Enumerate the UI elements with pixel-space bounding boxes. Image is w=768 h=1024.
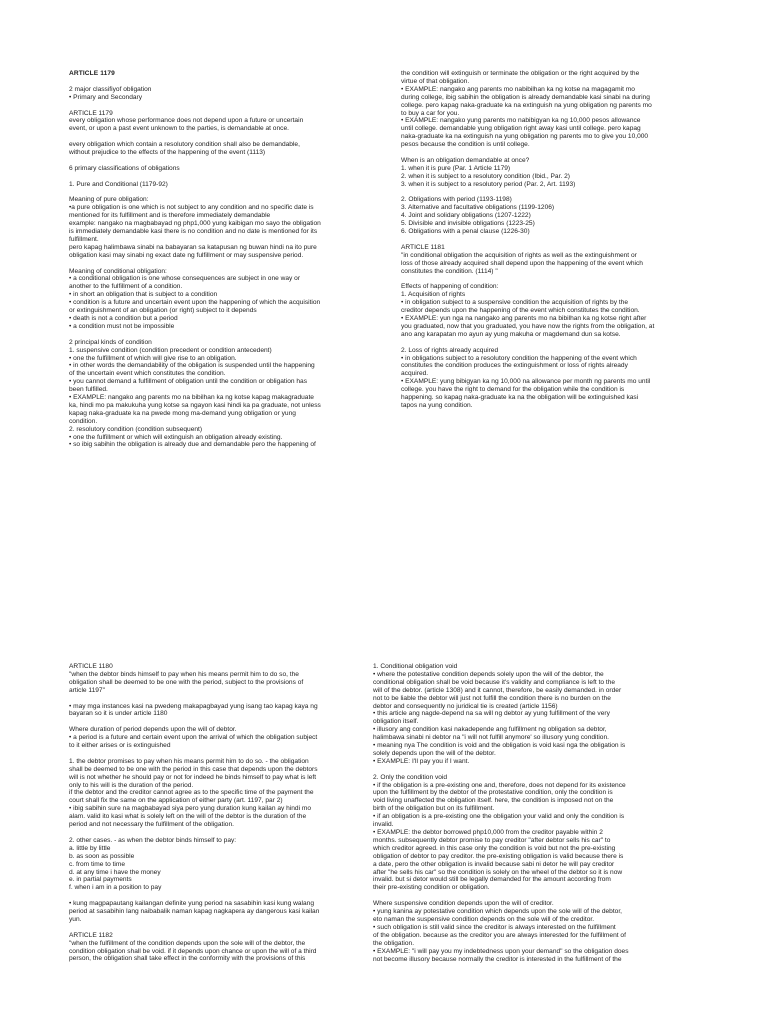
text-block bbox=[69, 196, 369, 259]
text-line: Where suspensive condition depends upon the will of creditor. bbox=[373, 900, 554, 908]
text-line: conditional obligation shall be void because it's validity and compliance is left to the bbox=[373, 678, 616, 686]
text-line: • in obligations subject to a resolutory condition the happening of the event which bbox=[401, 354, 637, 362]
text-line: • death is not a condition but a period bbox=[69, 314, 178, 322]
text-line: bayaran so it is under article 1180 bbox=[69, 710, 168, 718]
text-line: loss of those already acquired shall depend upon the happening of the event which bbox=[401, 259, 643, 267]
text-line: yun. bbox=[69, 915, 82, 923]
text-block bbox=[69, 932, 369, 964]
text-line: creditor depends upon the happening of the event which constitutes the condition. bbox=[401, 307, 640, 315]
text-line: 1. when it is pure (Par. 1 Article 1179) bbox=[401, 164, 511, 172]
text-line: • condition is a future and uncertain event upon the happening of which the acquisition bbox=[69, 299, 321, 307]
text-line: • where the potestative condition depends solely upon the will of the debtor, the bbox=[373, 670, 604, 678]
text-line: of the uncertain event which constitutes the condition. bbox=[69, 370, 226, 378]
text-line: tapos na yung condition. bbox=[401, 401, 473, 409]
text-line: f. when i am in a position to pay bbox=[69, 884, 162, 892]
text-line: naka-graduate ka na extinguish na yung obligation ng parents mo to give you 10,000 bbox=[401, 133, 649, 141]
text-line: article 1197" bbox=[69, 686, 105, 694]
text-block bbox=[69, 70, 369, 78]
text-line: condition. bbox=[69, 417, 98, 425]
text-line: 2. Only the condition void bbox=[373, 773, 448, 781]
text-line: c. from time to time bbox=[69, 860, 126, 868]
text-line: the condition will extinguish or terminate the obligation or the right acquired by the bbox=[401, 70, 640, 77]
text-line: 1. the debtor promises to pay when his means permit him to do so. - the obligation bbox=[69, 757, 309, 765]
text-line: event, or upon a past event unknown to the parties, is demandable at once. bbox=[69, 125, 289, 133]
text-line: 1. Pure and Conditional (1179-92) bbox=[69, 180, 168, 188]
text-line: to it either arises or is extinguished bbox=[69, 742, 171, 750]
column-bottom-left bbox=[69, 663, 369, 963]
text-line: if the debtor and the creditor cannot agree as to the specific time of the payment the bbox=[69, 789, 314, 797]
text-line: 2. other cases. - as when the debtor binds himself to pay: bbox=[69, 836, 237, 844]
text-line: •a pure obligation is one which is not subject to any condition and no specific date is bbox=[69, 204, 314, 212]
text-line: • this article ang nagde-depend na sa will ng debtor ay yung fulfillment of the very bbox=[373, 710, 610, 718]
text-line: • a conditional obligation is one whose consequences are subject in one way or bbox=[69, 275, 301, 283]
text-line: ARTICLE 1182 bbox=[69, 931, 113, 939]
text-block bbox=[69, 900, 369, 924]
text-block bbox=[401, 157, 701, 189]
text-line: you graduated, now that you graduated, you have now the rights from the obligation, at bbox=[401, 322, 655, 330]
text-line: 3. Alternative and facultative obligations (1199-1206) bbox=[401, 204, 555, 212]
text-line: ARTICLE 1179 bbox=[69, 70, 115, 77]
text-line: happening. so kapag naka-graduate ka na the obligation will be extinguished kasi bbox=[401, 394, 639, 402]
text-line: pero kapag halimbawa sinabi na babayaran sa katapusan ng buwan hindi na ito pure bbox=[69, 243, 317, 251]
text-line: virtue of that obligation. bbox=[401, 77, 470, 85]
text-block bbox=[401, 347, 701, 410]
text-line: 2. Obligations with period (1193-1198) bbox=[401, 196, 512, 204]
text-line: the obligation. bbox=[373, 939, 415, 947]
text-block bbox=[401, 196, 701, 236]
text-line: pesos because the condition is until college. bbox=[401, 141, 530, 149]
text-line: "when the debtor binds himself to pay when his means permit him to do so, the bbox=[69, 670, 299, 678]
text-line: upon the fulfillment by the debtor of the protestative condition, only the condition is bbox=[373, 789, 613, 797]
text-line: • in short an obligation that is subject to a condition bbox=[69, 291, 218, 299]
text-line: been fulfilled. bbox=[69, 386, 108, 394]
text-line: ARTICLE 1181 bbox=[401, 243, 445, 251]
text-line: • may mga instances kasi na pwedeng makapagbayad yung isang tao kapag kaya ng bbox=[69, 702, 318, 710]
text-line: Meaning of pure obligation: bbox=[69, 196, 149, 204]
text-block bbox=[401, 70, 701, 149]
text-line: without prejudice to the effects of the happening of the event (1113) bbox=[69, 149, 266, 157]
text-line: alam. valid ito kasi what is solely left on the will of the debtor is the duration of the bbox=[69, 813, 307, 821]
text-line: • EXAMPLE: "i will pay you my indebtedness upon your demand" so the obligation does bbox=[373, 947, 629, 955]
text-line: • yung kanina ay potestative condition which depends upon the sole will of the debtor, bbox=[373, 908, 623, 916]
text-line: • EXAMPLE: nangako ang parents mo na bibilhan ka ng kotse kapag makagraduate bbox=[69, 394, 314, 402]
text-line: e. in partial payments bbox=[69, 876, 132, 884]
text-block bbox=[373, 900, 701, 963]
text-line: person, the obligation shall take effect in the conformity with the provisions of this bbox=[69, 955, 306, 963]
text-line: • EXAMPLE: yung bibigyan ka ng 10,000 na allowance per month ng parents mo until bbox=[401, 378, 651, 386]
column-bottom-right bbox=[373, 663, 701, 963]
text-line: of the obligation. because as the creditor you are always interested for the fulfillment of bbox=[373, 931, 626, 939]
text-line: • meaning nya The condition is void and the obligation is void kasi nga the obligation is bbox=[373, 742, 626, 750]
text-line: constitutes the condition produces the extinguishment or loss of rights already bbox=[401, 362, 628, 370]
text-block bbox=[401, 283, 701, 338]
text-line: only to his will is the duration of the period. bbox=[69, 781, 194, 789]
text-line: ARTICLE 1180 bbox=[69, 663, 113, 670]
text-line: court shall fix the same on the application of either party (art. 1197, par 2) bbox=[69, 797, 283, 805]
text-line: during college, ibig sabihin the obligation is already demandable kasi sinabi na during bbox=[401, 93, 650, 101]
text-line: 2. resolutory condition (condition subsequent) bbox=[69, 425, 203, 433]
text-line: • illusory ang condition kasi nakadepende ang fulfillment ng obligation sa debtor, bbox=[373, 726, 607, 734]
text-line: • EXAMPLE: nangako yung parents mo nabibigyan ka ng 10,000 pesos allowance bbox=[401, 117, 641, 125]
text-line: halimbawa sinabi ni debtor na "i will not fulfill anymore' so illusory yung condition. bbox=[373, 734, 609, 742]
text-line: • ibig sabihin sure na magbabayad siya pero yung duration kung kailan ay hindi mo bbox=[69, 805, 312, 813]
text-line: 1. Conditional obligation void bbox=[373, 663, 458, 670]
text-line: will of the debtor. (article 1308) and it cannot, therefore, be easily demanded. in order bbox=[373, 686, 622, 694]
text-line: period at sasabihin lang naibabalik naman kapag nagkapera ay dangerous kasi kailan bbox=[69, 908, 320, 916]
text-line: • so ibig sabihin the obligation is already due and demandable pero the happening of bbox=[69, 441, 316, 449]
text-block bbox=[373, 774, 701, 893]
text-line: 4. Joint and solidary obligations (1207-1222) bbox=[401, 212, 531, 220]
text-line: 1. suspensive condition (condition precedent or condition antecedent) bbox=[69, 346, 272, 354]
text-line: obligation kasi may sinabi ng exact date ng fulfillment or may suspensive period. bbox=[69, 251, 304, 259]
text-line: Effects of happening of condition: bbox=[401, 283, 499, 291]
text-line: college. pero kapag naka-graduate ka na extinguish na yung obligation ng parents mo bbox=[401, 101, 652, 109]
text-block bbox=[69, 339, 369, 450]
text-block bbox=[69, 703, 369, 719]
text-line: Meaning of conditional obligation: bbox=[69, 267, 167, 275]
text-line: When is an obligation demandable at once? bbox=[401, 156, 530, 164]
text-line: d. at any time i have the money bbox=[69, 868, 161, 876]
text-line: b. as soon as possible bbox=[69, 852, 135, 860]
text-line: invalid. bbox=[373, 821, 394, 829]
text-line: constitutes the condition. (1114) " bbox=[401, 267, 498, 275]
text-line: 2 major classifiyof obligation bbox=[69, 85, 152, 93]
text-line: 5. Divisible and invisible obligations (1223-25) bbox=[401, 220, 535, 228]
text-line: eto naman the suspensive condition depends on the sole will of the creditor. bbox=[373, 915, 595, 923]
text-line: • one the fulfillment of which will give rise to an obligation. bbox=[69, 354, 237, 362]
text-block bbox=[69, 165, 369, 173]
text-line: fulfillment. bbox=[69, 235, 99, 243]
text-line: will is not whether he should pay or not for indeed he binds himself to pay what is left bbox=[69, 773, 317, 781]
text-block bbox=[69, 268, 369, 331]
text-line: • EXAMPLE: nangako ang parents mo nabibilhan ka ng kotse na magagamit mo bbox=[401, 85, 635, 93]
text-line: debtor and consequently no juridical tie is created (article 1156) bbox=[373, 702, 558, 710]
text-block bbox=[69, 181, 369, 189]
text-line: • EXAMPLE: yun nga na nangako ang parents mo na bibilhan ka ng kotse right after bbox=[401, 315, 647, 323]
text-line: a date, pero the other obligation is invalid because sabi ni detor he will pay creditor bbox=[373, 860, 615, 868]
text-line: shall be deemed to be one with the period in this case that depends upon the debtors bbox=[69, 765, 318, 773]
text-line: • kung magpapautang kailangan definite yung period na sasabihin kasi kung walang bbox=[69, 900, 314, 908]
text-line: • a period is a future and certain event upon the arrival of which the obligation subject bbox=[69, 734, 318, 742]
text-line: 2 principal kinds of condition bbox=[69, 338, 152, 346]
text-block bbox=[69, 726, 369, 750]
text-line: obligation shall be deemed to be one with the period, subject to the provisions of bbox=[69, 678, 304, 686]
text-line: "in conditional obligation the acquisition of rights as well as the extinguishment or bbox=[401, 251, 637, 259]
column-top-right bbox=[401, 70, 701, 410]
text-line: another to the fulfillment of a condition. bbox=[69, 283, 183, 291]
text-block bbox=[69, 663, 369, 695]
text-line: obligation itself. bbox=[373, 718, 419, 726]
text-line: a. little by little bbox=[69, 844, 111, 852]
text-line: birth of the obligation but on its fulfillment. bbox=[373, 805, 495, 813]
text-line: kapag naka-graduate ka na pwede mong ma-demand yung obligation or yung bbox=[69, 409, 296, 417]
text-block bbox=[401, 244, 701, 276]
text-line: not to be liable the debtor will just not fulfill the condition there is no burden on the bbox=[373, 694, 611, 702]
text-line: • Primary and Secondary bbox=[69, 93, 143, 101]
text-block bbox=[373, 663, 701, 766]
text-line: example: nangako na magbabayad ng php1,000 yung kaibigan mo sayo the obligation bbox=[69, 220, 321, 228]
text-block bbox=[69, 86, 369, 102]
text-line: their pre-existing condition or obligation. bbox=[373, 884, 490, 892]
text-line: not become illusory because normally the creditor is interested in the fulfillment of the bbox=[373, 955, 622, 963]
text-line: solely depends upon the will of the debtor. bbox=[373, 749, 496, 757]
text-line: • in obligation subject to a suspensive condition the acquisition of rights by the bbox=[401, 299, 629, 307]
text-line: • a condition must not be impossible bbox=[69, 322, 175, 330]
text-block bbox=[69, 110, 369, 134]
text-line: "when the fulfillment of the condition depends upon the sole will of the debtor, the bbox=[69, 939, 306, 947]
text-line: • such obligation is still valid since the creditor is always interested on the fulfillment bbox=[373, 923, 616, 931]
text-block bbox=[69, 837, 369, 892]
text-line: ano ang karapatan mo ayun ay yung makuha or magdemand dun sa kotse. bbox=[401, 330, 621, 338]
text-line: until college. demandable yung obligation right away kasi until college. pero kapag bbox=[401, 125, 641, 133]
column-top-left bbox=[69, 70, 369, 449]
text-line: which creditor agreed. in this case only the condition is void but not the pre-existing bbox=[373, 844, 616, 852]
text-line: Where duration of period depends upon the will of debtor. bbox=[69, 726, 237, 734]
text-line: months. subsequently debtor promise to pay creditor "after debtor sells his car" to bbox=[373, 836, 611, 844]
text-line: acquired. bbox=[401, 370, 429, 378]
text-line: ka, hindi mo pa makukuha yung kotse sa ngayon kasi hindi ka pa graduate, not unless bbox=[69, 401, 321, 409]
text-line: 6 primary classifications of obligations bbox=[69, 164, 180, 172]
text-line: period and not necessary the fulfillment of the obligation. bbox=[69, 821, 234, 829]
text-line: mentioned for its fulfillment and is therefore immediately demandable bbox=[69, 212, 271, 220]
text-line: • EXAMPLE: the debtor borrowed php10,000 from the creditor payable within 2 bbox=[373, 829, 603, 837]
text-line: is immediately demandable kasi there is no condition and no date is mentioned for its bbox=[69, 228, 318, 236]
text-block bbox=[69, 141, 369, 157]
text-line: • EXAMPLE: I'll pay you if I want. bbox=[373, 757, 470, 765]
text-line: 1. Acquisition of rights bbox=[401, 291, 466, 299]
text-line: college. you have the right to demand for the obligation while the condition is bbox=[401, 386, 625, 394]
text-line: ARTICLE 1179 bbox=[69, 109, 113, 117]
text-line: • one the fulfillment or which will extinguish an obligation already existing. bbox=[69, 433, 283, 441]
text-line: • if an obligation is a pre-existing one the obligation your valid and only the condition is bbox=[373, 813, 625, 821]
text-line: • if the obligation is a pre-existing one and, therefore, does not depend for its existence bbox=[373, 781, 626, 789]
text-line: invalid. but si detor would still be legally demanded for the amount according from bbox=[373, 876, 611, 884]
text-line: 2. Loss of rights already acquired bbox=[401, 346, 499, 354]
text-line: or extinguishment of an obligation (or right) subject to it depends bbox=[69, 307, 257, 315]
text-line: 6. Obligations with a penal clause (1226-30) bbox=[401, 228, 530, 236]
text-line: 3. when it is subject to a resolutory period (Par. 2, Art. 1193) bbox=[401, 180, 576, 188]
text-line: to buy a car for you. bbox=[401, 109, 460, 117]
text-line: • in other words the demandability of the obligation is suspended until the happening bbox=[69, 362, 315, 370]
text-line: • you cannot demand a fulfillment of obligation until the condition or obligation has bbox=[69, 378, 308, 386]
text-line: after "he sells his car" so the condition is solely on the wheel of the debtor so it is now bbox=[373, 868, 623, 876]
text-line: 2. when it is subject to a resolutory condition (Ibid., Par. 2) bbox=[401, 172, 570, 180]
text-line: condition obligation shall be void. if it depends upon chance or upon the will of a third bbox=[69, 947, 317, 955]
text-line: every obligation which contain a resolutory condition shall also be demandable, bbox=[69, 141, 300, 149]
text-line: obligation of debtor to pay creditor. the pre-existing obligation is valid because there is bbox=[373, 852, 624, 860]
text-block bbox=[69, 758, 369, 829]
text-line: every obligation whose performance does not depend upon a future or uncertain bbox=[69, 117, 304, 125]
text-line: void living unaffected the obligation itself. here, the condition is imposed not on the bbox=[373, 797, 614, 805]
